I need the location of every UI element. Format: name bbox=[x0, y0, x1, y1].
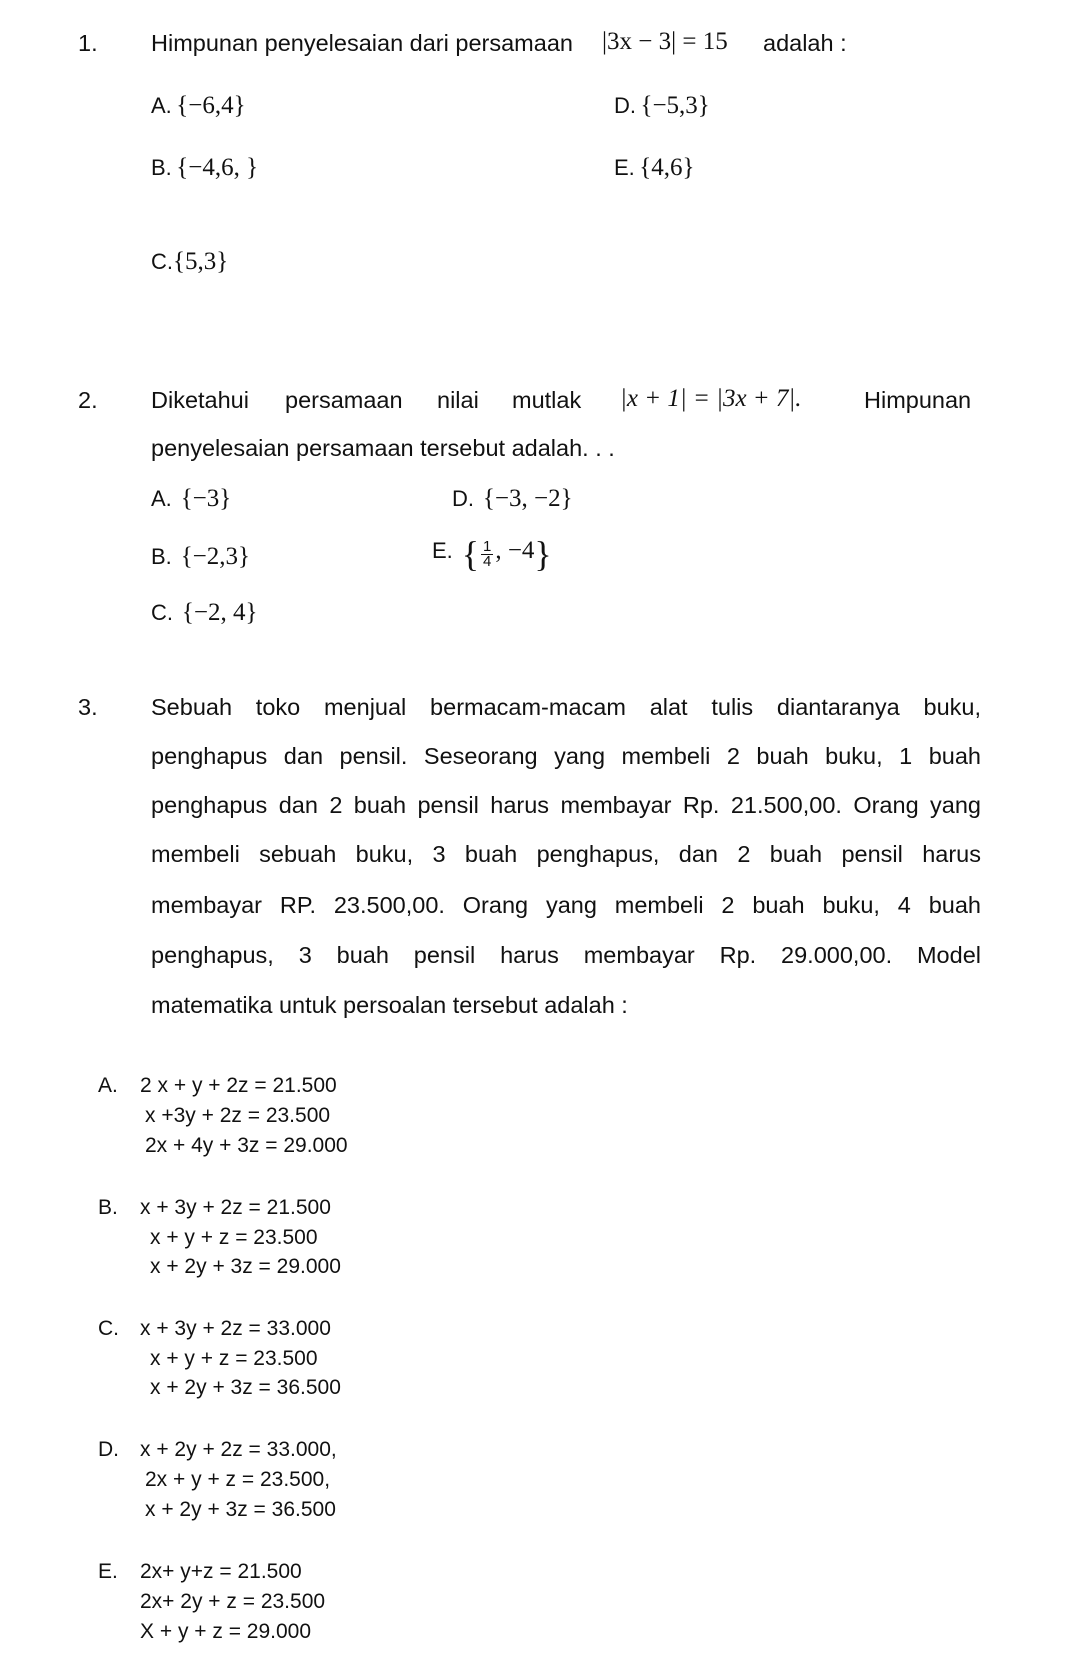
question-stem-line: Sebuah toko menjual bermacam-macam alat tulis diantaranya buku, bbox=[151, 694, 981, 720]
question-stem-line: penghapus, 3 buah pensil harus membayar Rp. 29.000,00. Model bbox=[151, 942, 981, 968]
question-stem-line: matematika untuk persoalan tersebut adalah : bbox=[151, 992, 628, 1018]
option-value: {5,3} bbox=[173, 248, 229, 275]
question-stem-line: penyelesaian persamaan tersebut adalah. . . bbox=[151, 435, 615, 461]
option-a bbox=[151, 485, 231, 513]
question-number: 1. bbox=[78, 30, 98, 56]
option-label: E. bbox=[614, 155, 635, 180]
question-word: Himpunan bbox=[864, 387, 972, 413]
question-stem-line: membeli sebuah buku, 3 buah penghapus, dan 2 buah pensil harus bbox=[151, 841, 981, 867]
option-label: C. bbox=[151, 600, 173, 625]
equation-line: 2x + y + z = 23.500, bbox=[145, 1468, 331, 1491]
option-value: {−3, −2} bbox=[482, 485, 573, 512]
option-value: {−4,6, } bbox=[176, 154, 259, 181]
option-value: {−6,4} bbox=[176, 92, 246, 119]
question-equation: |x + 1| = |3x + 7|. bbox=[620, 385, 802, 412]
equation-line: 2x+ y+z = 21.500 bbox=[140, 1560, 302, 1583]
question-word: Diketahui bbox=[151, 387, 249, 413]
option-label: A. bbox=[98, 1074, 118, 1097]
question-word: nilai bbox=[437, 387, 479, 413]
option-label: E. bbox=[98, 1560, 118, 1583]
option-label: C. bbox=[151, 249, 173, 274]
fraction-numerator: 1 bbox=[482, 537, 492, 555]
option-value: {−2,3} bbox=[180, 543, 251, 570]
question-stem-line: penghapus dan 2 buah pensil harus membayar Rp. 21.500,00. Orang yang bbox=[151, 792, 981, 818]
equation-line: x + 3y + 2z = 21.500 bbox=[140, 1196, 331, 1219]
question-number: 2. bbox=[78, 387, 98, 413]
question-stem-line: membayar RP. 23.500,00. Orang yang membeli 2 buah buku, 4 buah bbox=[151, 892, 981, 918]
option-c bbox=[151, 248, 228, 276]
option-label: B. bbox=[151, 155, 172, 180]
close-brace: } bbox=[534, 534, 552, 574]
option-value: {4,6} bbox=[639, 154, 695, 181]
question-stem-line: penghapus dan pensil. Seseorang yang membeli 2 buah buku, 1 buah bbox=[151, 743, 981, 769]
question-number: 3. bbox=[78, 694, 98, 720]
option-label: B. bbox=[151, 544, 172, 569]
option-value: {−2, 4} bbox=[181, 599, 258, 626]
option-label: B. bbox=[98, 1196, 118, 1219]
fraction-denominator: 4 bbox=[482, 552, 492, 570]
question-equation: |3x − 3| = 15 bbox=[602, 28, 728, 55]
option-label: D. bbox=[98, 1438, 119, 1461]
question-word: persamaan bbox=[285, 387, 403, 413]
equation-line: x + 2y + 3z = 36.500 bbox=[150, 1376, 341, 1399]
equation-line: x +3y + 2z = 23.500 bbox=[145, 1104, 331, 1127]
equation-line: 2x + 4y + 3z = 29.000 bbox=[145, 1134, 348, 1157]
equation-line: x + 3y + 2z = 33.000 bbox=[140, 1317, 331, 1340]
question-word: mutlak bbox=[512, 387, 582, 413]
equation-line: 2 x + y + 2z = 21.500 bbox=[140, 1074, 337, 1097]
option-value: , −4 bbox=[495, 537, 535, 565]
option-b bbox=[151, 543, 250, 571]
equation-line: x + y + z = 23.500 bbox=[150, 1226, 318, 1249]
option-label: D. bbox=[452, 486, 474, 511]
option-e bbox=[614, 154, 695, 182]
option-label: E. bbox=[432, 538, 453, 564]
option-label: C. bbox=[98, 1317, 119, 1340]
question-stem-suffix: adalah : bbox=[763, 30, 847, 56]
open-brace: { bbox=[461, 534, 479, 574]
option-c bbox=[151, 599, 258, 627]
equation-line: x + y + z = 23.500 bbox=[150, 1347, 318, 1370]
option-d bbox=[452, 485, 573, 513]
option-d bbox=[614, 92, 710, 120]
option-value: {−5,3} bbox=[640, 92, 710, 119]
equation-line: X + y + z = 29.000 bbox=[140, 1620, 312, 1643]
fraction bbox=[481, 537, 493, 570]
equation-line: x + 2y + 3z = 36.500 bbox=[145, 1498, 336, 1521]
option-e bbox=[432, 533, 552, 575]
option-b bbox=[151, 154, 258, 182]
option-a bbox=[151, 92, 246, 120]
option-label: A. bbox=[151, 486, 172, 511]
option-label: D. bbox=[614, 93, 636, 118]
question-stem: Himpunan penyelesaian dari persamaan bbox=[151, 30, 573, 56]
equation-line: 2x+ 2y + z = 23.500 bbox=[140, 1590, 326, 1613]
equation-line: x + 2y + 3z = 29.000 bbox=[150, 1255, 341, 1278]
option-label: A. bbox=[151, 93, 172, 118]
option-value: {−3} bbox=[180, 485, 232, 512]
equation-line: x + 2y + 2z = 33.000, bbox=[140, 1438, 337, 1461]
